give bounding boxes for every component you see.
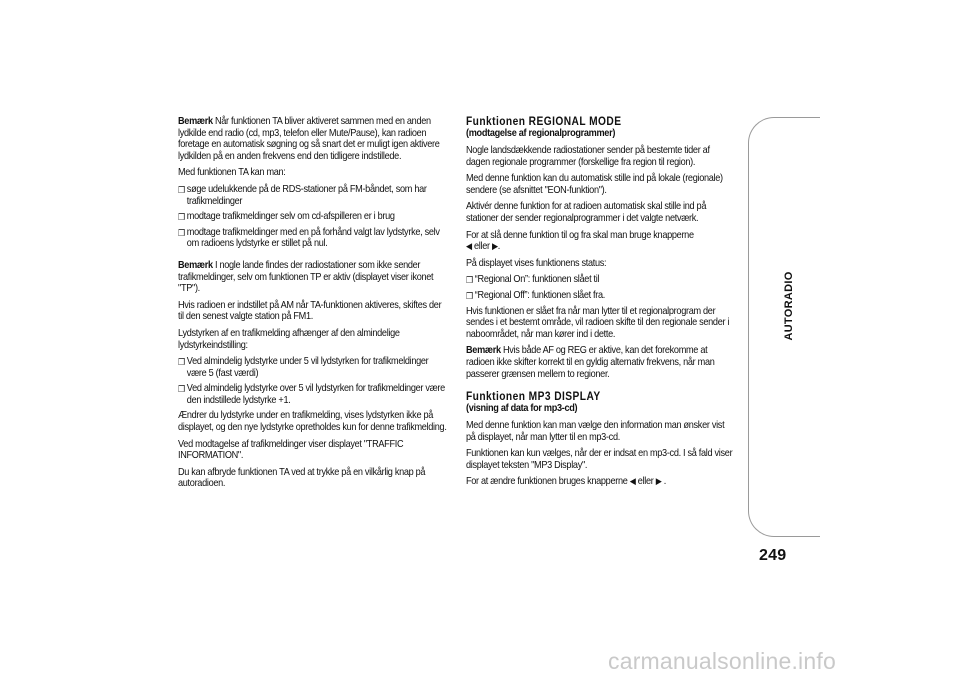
paragraph: Funktionen kan kun vælges, når der er indsat en mp3-cd. I så fald viser displayet teksten "MP3 Display". — [466, 448, 733, 471]
list-item-text: “Regional Off”: funktionen slået fra. — [474, 289, 606, 301]
list-item — [178, 211, 447, 223]
section-subheading: (visning af data for mp3-cd) — [466, 403, 578, 415]
paragraph: Aktivér denne funktion for at radioen automatisk skal stille ind på stationer der sender regionalprogrammer i det valgte netværk. — [466, 201, 707, 224]
note-label: Bemærk — [178, 116, 213, 127]
period-text: . — [497, 241, 501, 253]
checkbox-bullet-icon: ❒ — [178, 212, 185, 223]
paragraph: Med denne funktion kan du automatisk stille ind på lokale (regionale) sendere (se afsnittet "EON-funktion"). — [466, 173, 723, 196]
list-item — [466, 274, 735, 286]
paragraph: Med denne funktion kan man vælge den information man ønsker vist på displayet, når man lytter til en mp3-cd. — [466, 420, 725, 443]
note-paragraph-3 — [466, 345, 735, 380]
or-text: eller — [471, 241, 493, 253]
checkbox-bullet-icon: ❒ — [178, 227, 185, 238]
paragraph: Du kan afbryde funktionen TA ved at trykke på en vilkårlig knap på autoradioen. — [178, 466, 426, 490]
period-text: . — [661, 476, 667, 488]
note-text: Hvis både AF og REG er aktive, kan det forekomme at radioen ikke skifter korrekt til en gyldig alternativ frekvens, når man passerer grænsen mellem to regioner. — [466, 345, 715, 380]
paragraph: Ændrer du lydstyrke under en trafikmelding, vises lydstyrken ikke på displayet, og den nye lydstyrke opretholdes kun for denne trafikmelding. — [178, 410, 447, 434]
list-item-text: Ved almindelig lydstyrke over 5 vil lydstyrken for trafikmeldinger være den indstillede lydstyrke +1. — [186, 383, 445, 406]
note-text: Når funktionen TA bliver aktiveret sammen med en anden lydkilde end radio (cd, mp3, telefon eller Mute/Pause), kan radioen foretage en automatisk søgning og så snart det er muligt igen aktivere lydkilden på en anden frekvens end den tidligere indstillede. — [178, 116, 440, 162]
section-subheading: (modtagelse af regionalprogrammer) — [466, 128, 616, 139]
side-tab-label-text: AUTORADIO — [783, 271, 795, 341]
paragraph: Med funktionen TA kan man: — [178, 167, 286, 179]
ta-feature-list — [178, 184, 447, 250]
left-column — [178, 116, 447, 495]
list-item — [178, 184, 447, 207]
paragraph: På displayet vises funktionens status: — [466, 257, 607, 269]
paragraph: Hvis radioen er indstillet på AM når TA-funktionen aktiveres, skiftes der til den senest valgte station på FM1. — [178, 299, 442, 323]
paragraph-buttons — [466, 476, 735, 488]
paragraph: Nogle landsdækkende radiostationer sender på bestemte tider af dagen regionale programmer (forskellige fra region til region). — [466, 145, 710, 168]
list-item — [178, 227, 447, 250]
watermark: carmanualsonline.info — [608, 648, 836, 674]
page-number: 249 — [759, 547, 787, 564]
list-item — [466, 290, 735, 302]
right-arrow-icon: ▶ — [492, 241, 498, 252]
note-paragraph-2 — [178, 260, 447, 295]
or-text: eller — [635, 476, 656, 488]
note-paragraph-1 — [178, 116, 447, 162]
right-column — [466, 116, 735, 493]
left-arrow-icon: ◀ — [629, 476, 636, 487]
note-label: Bemærk — [178, 259, 213, 271]
paragraph: Ved modtagelse af trafikmeldinger viser displayet "TRAFFIC INFORMATION". — [178, 438, 404, 462]
checkbox-bullet-icon: ❒ — [466, 275, 473, 286]
volume-list — [178, 356, 447, 406]
checkbox-bullet-icon: ❒ — [466, 290, 473, 301]
note-text: I nogle lande findes der radiostationer som ikke sender trafikmeldinger, selv om funktionen TP er aktiv (displayet viser ikonet "TP"). — [178, 259, 434, 295]
list-item-text: søge udelukkende på de RDS-stationer på FM-båndet, som har trafikmeldinger — [186, 183, 427, 207]
list-item-text: “Regional On”: funktionen slået til — [474, 274, 600, 286]
checkbox-bullet-icon: ❒ — [178, 384, 185, 395]
note-label: Bemærk — [466, 345, 501, 357]
list-item-text: Ved almindelig lydstyrke under 5 vil lydstyrken for trafikmeldinger være 5 (fast værdi) — [186, 356, 429, 379]
status-list — [466, 274, 735, 301]
paragraph-text: For at slå denne funktion til og fra skal man bruge knapperne — [466, 229, 694, 241]
list-item-text: modtage trafikmeldinger med en på forhånd valgt lav lydstyrke, selv om radioens lydstyrke er stillet på nul. — [186, 226, 440, 250]
checkbox-bullet-icon: ❒ — [178, 184, 185, 195]
list-item — [178, 356, 447, 379]
section-heading-mp3-display: Funktionen MP3 DISPLAY — [466, 390, 601, 404]
left-arrow-icon: ◀ — [466, 241, 472, 252]
section-heading-regional-mode: Funktionen REGIONAL MODE — [466, 115, 622, 128]
right-arrow-icon: ▶ — [655, 476, 662, 487]
list-item-text: modtage trafikmeldinger selv om cd-afspilleren er i brug — [186, 211, 395, 223]
paragraph-text: For at ændre funktionen bruges knapperne — [466, 476, 628, 488]
list-item — [178, 383, 447, 406]
paragraph-buttons — [466, 230, 735, 253]
checkbox-bullet-icon: ❒ — [178, 357, 185, 368]
paragraph: Lydstyrken af en trafikmelding afhænger af den almindelige lydstyrkeindstilling: — [178, 327, 400, 351]
side-tab-label — [782, 256, 796, 356]
paragraph: Hvis funktionen er slået fra når man lytter til et regionalprogram der sendes i et bestemt område, vil radioen skifte til den regionale sender i naboområdet, når man kører ind i dette. — [466, 305, 730, 340]
